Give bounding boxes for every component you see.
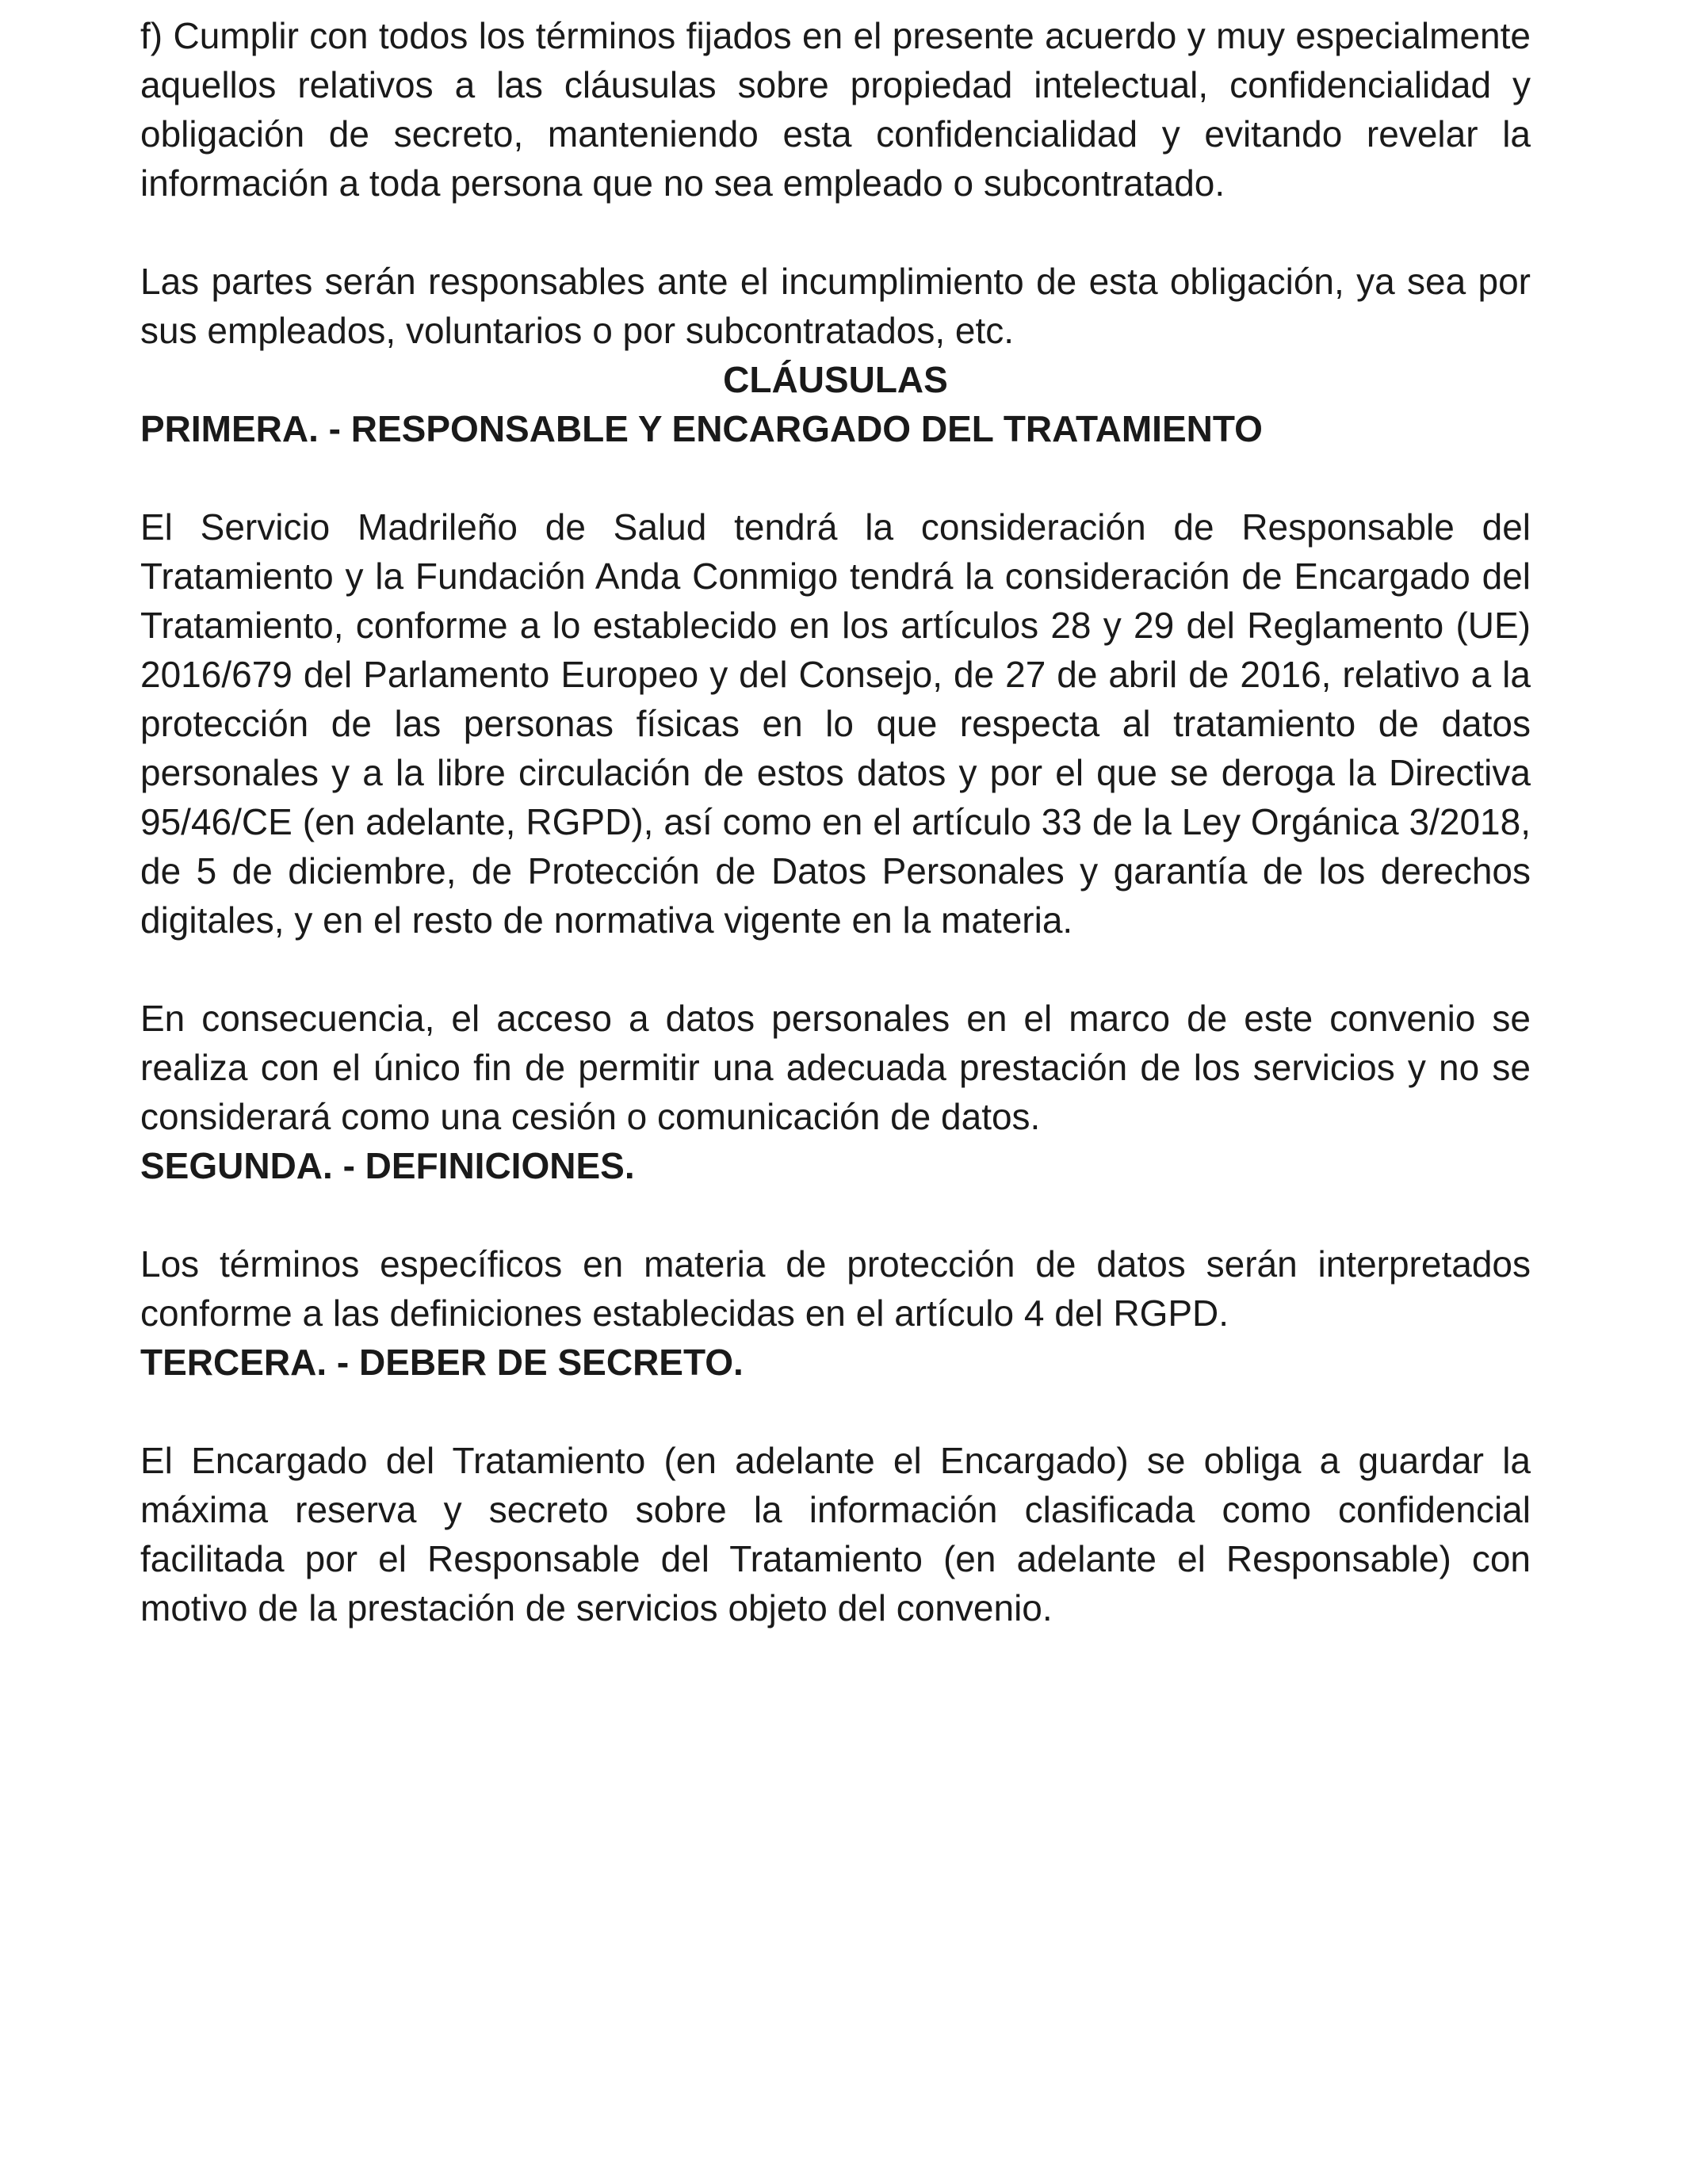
clause-first-heading: PRIMERA. - RESPONSABLE Y ENCARGADO DEL TRATAMIENTO: [140, 408, 1263, 449]
clause-second-paragraph: Los términos específicos en materia de protección de datos serán interpretados conforme a las definiciones establecidas en el artículo 4 del RGPD.: [140, 1243, 1531, 1334]
clauses-title: CLÁUSULAS: [723, 359, 948, 400]
clause-first-paragraph-1: El Servicio Madrileño de Salud tendrá la consideración de Responsable del Tratamiento y la Fundación Anda Conmigo tendrá la consideración de Encargado del Tratamiento, conforme a lo establecido en los artículos 28 y 29 del Reglamento (UE) 2016/679 del Parlamento Europeo y del Consejo, de 27 de abril de 2016, relativo a la protección de las personas físicas en lo que respecta al tratamiento de datos personales y a la libre circulación de estos datos y por el que se deroga la Directiva 95/46/CE (en adelante, RGPD), así como en el artículo 33 de la Ley Orgánica 3/2018, de 5 de diciembre, de Protección de Datos Personales y garantía de los derechos digitales, y en el resto de normativa vigente en la materia.: [140, 506, 1531, 941]
clause-third-heading: TERCERA. - DEBER DE SECRETO.: [140, 1342, 744, 1383]
item-f-paragraph: f) Cumplir con todos los términos fijados en el presente acuerdo y muy especialmente aquellos relativos a las cláusulas sobre propiedad intelectual, confidencialidad y obligación de secreto, manteniendo esta confidencialidad y evitando revelar la información a toda persona que no sea empleado o subcontratado.: [140, 15, 1531, 204]
clause-second-heading: SEGUNDA. - DEFINICIONES.: [140, 1145, 635, 1186]
document-page: [140, 11, 1531, 1632]
clause-first-paragraph-2: En consecuencia, el acceso a datos personales en el marco de este convenio se realiza con el único fin de permitir una adecuada prestación de los servicios y no se considerará como una cesión o comunicación de datos.: [140, 998, 1531, 1137]
responsibility-paragraph: Las partes serán responsables ante el incumplimiento de esta obligación, ya sea por sus empleados, voluntarios o por subcontratados, etc.: [140, 261, 1531, 351]
clause-third-paragraph: El Encargado del Tratamiento (en adelante el Encargado) se obliga a guardar la máxima reserva y secreto sobre la información clasificada como confidencial facilitada por el Responsable del Tratamiento (en adelante el Responsable) con motivo de la prestación de servicios objeto del convenio.: [140, 1440, 1531, 1628]
